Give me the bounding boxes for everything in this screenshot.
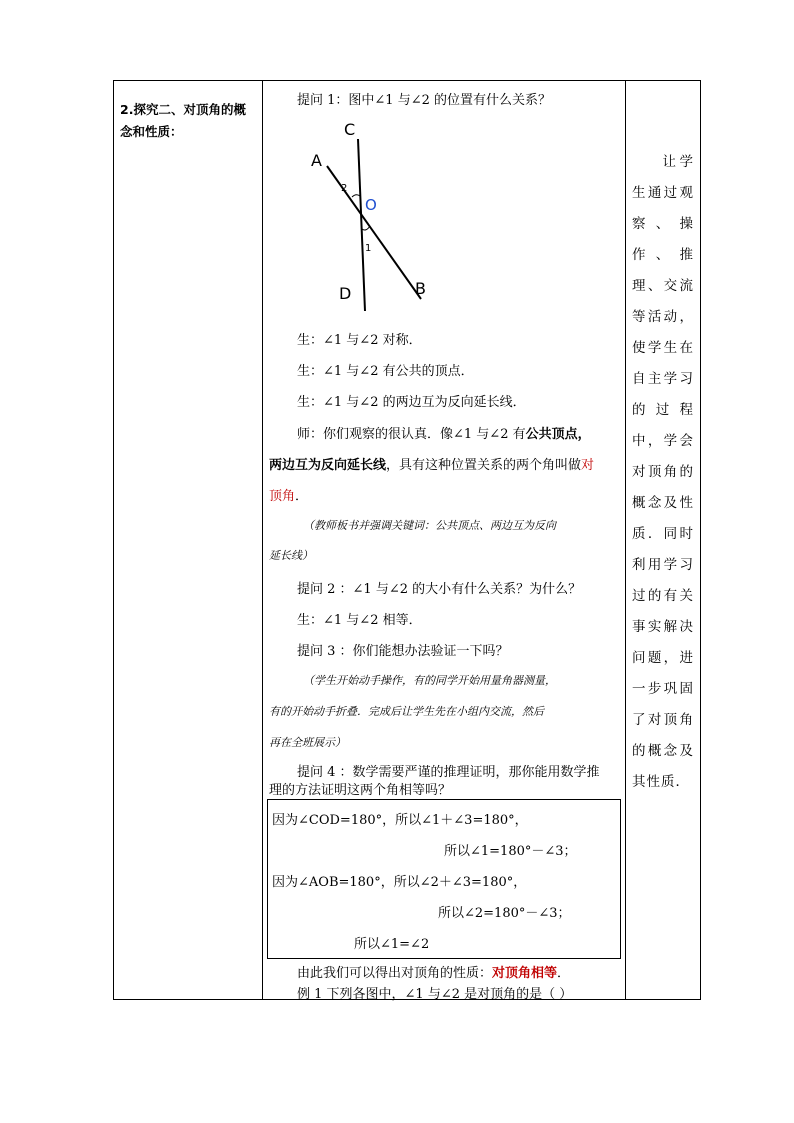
line-cd [358,139,365,311]
section-cell [114,81,263,1000]
student-answer-3: 生：∠1 与∠2 的两边互为反向延长线． [297,395,526,410]
teacher-line-3 [269,485,308,504]
keyword-vertical-1: 对 [581,458,595,473]
teacher-line-2 [269,454,594,473]
conclusion-text: 由此我们可以得出对顶角的性质： [297,966,493,981]
question-3: 提问 3 ：你们能想办法验证一下吗？ [297,644,509,659]
teacher-note-2: 延长线） [269,549,313,562]
label-1: 1 [365,243,372,254]
student-answer-1: 生：∠1 与∠2 对称． [297,333,422,348]
teacher-text-3: ． [295,489,309,504]
activity-note-1: （学生开始动手操作，有的同学开始用量角器测量， [303,674,556,687]
activity-note-3: 再在全班展示） [269,736,346,749]
student-answer-4: 生：∠1 与∠2 相等． [297,613,422,628]
teacher-line-1 [297,423,591,442]
content-cell [263,81,626,1000]
lesson-table [113,80,701,1000]
teacher-text-2: ，具有这种位置关系的两个角叫做 [386,458,582,473]
keyword-common-vertex: 公共顶点， [525,427,591,442]
proof-line-2: 所以∠1=180°－∠3； [444,844,577,859]
design-purpose [626,81,700,798]
label-a: A [311,151,322,170]
section-title: 2.探究二、对顶角的概念和性质： [120,102,246,139]
proof-line-3: 因为∠AOB=180°，所以∠2＋∠3=180°， [272,875,527,890]
activity-note-2: 有的开始动手折叠．完成后让学生先在小组内交流，然后 [269,705,544,718]
design-purpose-text: 让学生通过观察、操作、推理、交流等活动，使学生在自主学习的过程中，学会对顶角的概念及性质．同时利用学习过的有关事实解决问题，进一步巩固了对顶角的概念及其性质． [632,154,694,790]
vertical-angles-figure [303,111,443,317]
angle-2-arc [352,195,360,197]
keyword-opposite-extension: 两边互为反向延长线 [269,458,387,473]
property-statement: 对顶角相等 [492,966,558,981]
proof-line-1: 因为∠COD=180°，所以∠1＋∠3=180°， [272,813,528,828]
purpose-cell [626,81,701,1000]
example-1: 例 1 下列各图中，∠1 与∠2 是对顶角的是（ ） [297,987,573,1002]
label-2: 2 [341,183,348,194]
question-1: 提问 1：图中∠1 与∠2 的位置有什么关系？ [297,93,551,108]
teacher-note-1: （教师板书并强调关键词：公共顶点、两边互为反向 [303,519,556,532]
label-o: O [365,196,377,214]
label-b: B [415,279,426,298]
student-answer-2: 生：∠1 与∠2 有公共的顶点． [297,364,474,379]
proof-box [267,799,621,959]
question-4-line-1: 提问 4 ：数学需要严谨的推理证明，那你能用数学推 [297,765,600,780]
proof-line-5: 所以∠1=∠2 [354,937,430,952]
label-d: D [339,284,352,303]
proof-line-4: 所以∠2=180°－∠3； [438,906,571,921]
label-c: C [344,120,356,139]
question-4-line-2: 理的方法证明这两个角相等吗？ [269,783,452,798]
conclusion [297,962,570,981]
question-2: 提问 2 ：∠1 与∠2 的大小有什么关系？为什么？ [297,582,582,597]
conclusion-end: ． [557,966,571,981]
teacher-text: 师：你们观察的很认真．像∠1 与∠2 有 [297,427,526,442]
keyword-vertical-2: 顶角 [269,489,296,504]
